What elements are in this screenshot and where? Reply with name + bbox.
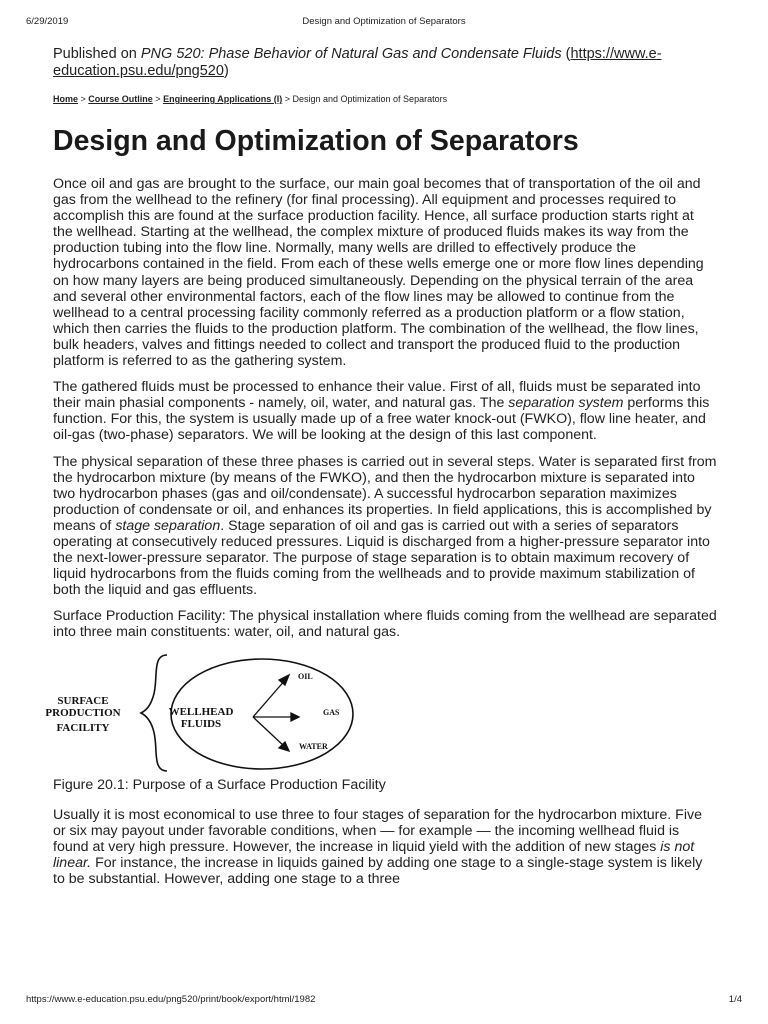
page-number: 1/4 — [728, 994, 742, 1005]
print-date: 6/29/2019 — [26, 16, 69, 27]
figure-surface-production-facility — [43, 651, 717, 773]
print-header — [26, 16, 742, 30]
arrowhead-gas — [291, 713, 299, 721]
breadcrumb-home[interactable]: Home — [53, 94, 79, 104]
label-surface: SURFACE — [57, 694, 109, 707]
arrowhead-oil — [279, 675, 289, 685]
published-line: Published on PNG 520: Phase Behavior of Natural Gas and Condensate Fluids (https://www.e- education.psu.edu/png520) — [53, 46, 662, 79]
label-production: PRODUCTION — [45, 706, 121, 719]
label-wellhead: WELLHEAD — [168, 705, 234, 718]
paragraph-1: Once oil and gas are brought to the surface, our main goal becomes that of transportation of the oil and gas from the wellhead to the refinery (for final processing). All equipment and processes required to accomplish this are found at the surface production facility. Hence, all surface production starts right at the wellhead. Starting at the wellhead, the complex mixture of produced fluids makes its way from the production tubing into the flow line. Normally, many wells are drilled to effectively produce the hydrocarbons contained in the field. From each of these wells emerge one or more flow lines depending on how many layers are being produced simultaneously. Depending on the physical terrain of the area and several other environmental factors, each of the flow lines may be allowed to continue from the wellhead to a central processing facility commonly referred as a production platform or a flow station, which then carries the fluids to the production platform. The combination of the wellhead, the flow lines, bulk headers, valves and fittings needed to collect and transport the produced fluid to the production platform is referred to as the gathering system. — [53, 176, 704, 370]
arrow-to-oil — [253, 679, 286, 717]
breadcrumb-course-outline[interactable]: Course Outline — [88, 94, 153, 104]
breadcrumb: Home > Course Outline > Engineering Applications (I) > Design and Optimization of Separators — [53, 94, 448, 104]
print-footer — [26, 994, 742, 1008]
curly-brace — [141, 655, 167, 771]
course-link[interactable]: https://www.e- education.psu.edu/png520 — [53, 46, 662, 79]
print-url: https://www.e-education.psu.edu/png520/print/book/export/html/1982 — [26, 994, 316, 1005]
label-water: WATER — [299, 741, 328, 751]
label-facility: FACILITY — [56, 721, 110, 734]
paragraph-4: Surface Production Facility: The physical installation where fluids coming from the wellhead are separated into three main constituents: water, oil, and natural gas. — [53, 608, 717, 641]
label-fluids: FLUIDS — [180, 717, 222, 730]
course-name: PNG 520: Phase Behavior of Natural Gas and Condensate Fluids — [140, 46, 562, 62]
figure-caption: Figure 20.1: Purpose of a Surface Production Facility — [53, 776, 386, 793]
document-body — [45, 46, 717, 897]
arrow-to-water — [253, 717, 285, 747]
print-title: Design and Optimization of Separators — [302, 16, 466, 27]
term-separation-system: separation system — [508, 395, 624, 412]
paragraph-3: The physical separation of these three phases is carried out in several steps. Water is separated first from the hydrocarbon mixture (by means of the FWKO), and then the hydrocarbon mixture is separated into two hydrocarbon phases (gas and oil/condensate). A successful hydrocarbon separation maximizes production of condensate or oil, and enhances its properties. In field applications, this is accomplished by means of stage separation. Stage separation of oil and gas is carried out with a series of separators operating at consecutively reduced pressures. Liquid is discharged from a higher-pressure separator into the next-lower-pressure separator. The purpose of stage separation is to obtain maximum recovery of liquid hydrocarbons from the fluids coming from the wellheads and to provide maximum stabilization of both the liquid and gas effluents. — [53, 453, 717, 599]
term-stage-separation: stage separation — [115, 517, 221, 534]
breadcrumb-current: Design and Optimization of Separators — [292, 94, 448, 104]
label-oil: OIL — [298, 671, 313, 681]
breadcrumb-engineering-applications[interactable]: Engineering Applications (I) — [163, 94, 283, 104]
page-title: Design and Optimization of Separators — [53, 125, 579, 157]
paragraph-2: The gathered fluids must be processed to enhance their value. First of all, fluids must be separated into their main phasial components - namely, oil, water, and natural gas. The separation system performs this function. For this, the system is usually made up of a free water knock-out (FWKO), flow line heater, and oil-gas (two-phase) separators. We will be looking at the design of this last component. — [53, 379, 710, 444]
paragraph-5: Usually it is most economical to use three to four stages of separation for the hydrocarbon mixture. Five or six may payout under favorable conditions, when — for example — the incoming wellhead fluid is found at very high pressure. However, the increase in liquid yield with the addition of new stages is not linear. For instance, the increase in liquids gained by adding one stage to a single-stage system is likely to be substantial. However, adding one stage to a three — [53, 806, 703, 887]
figure-diagram — [43, 651, 423, 773]
term-not-linear: is not linear. — [53, 838, 695, 871]
label-gas: GAS — [323, 707, 340, 717]
